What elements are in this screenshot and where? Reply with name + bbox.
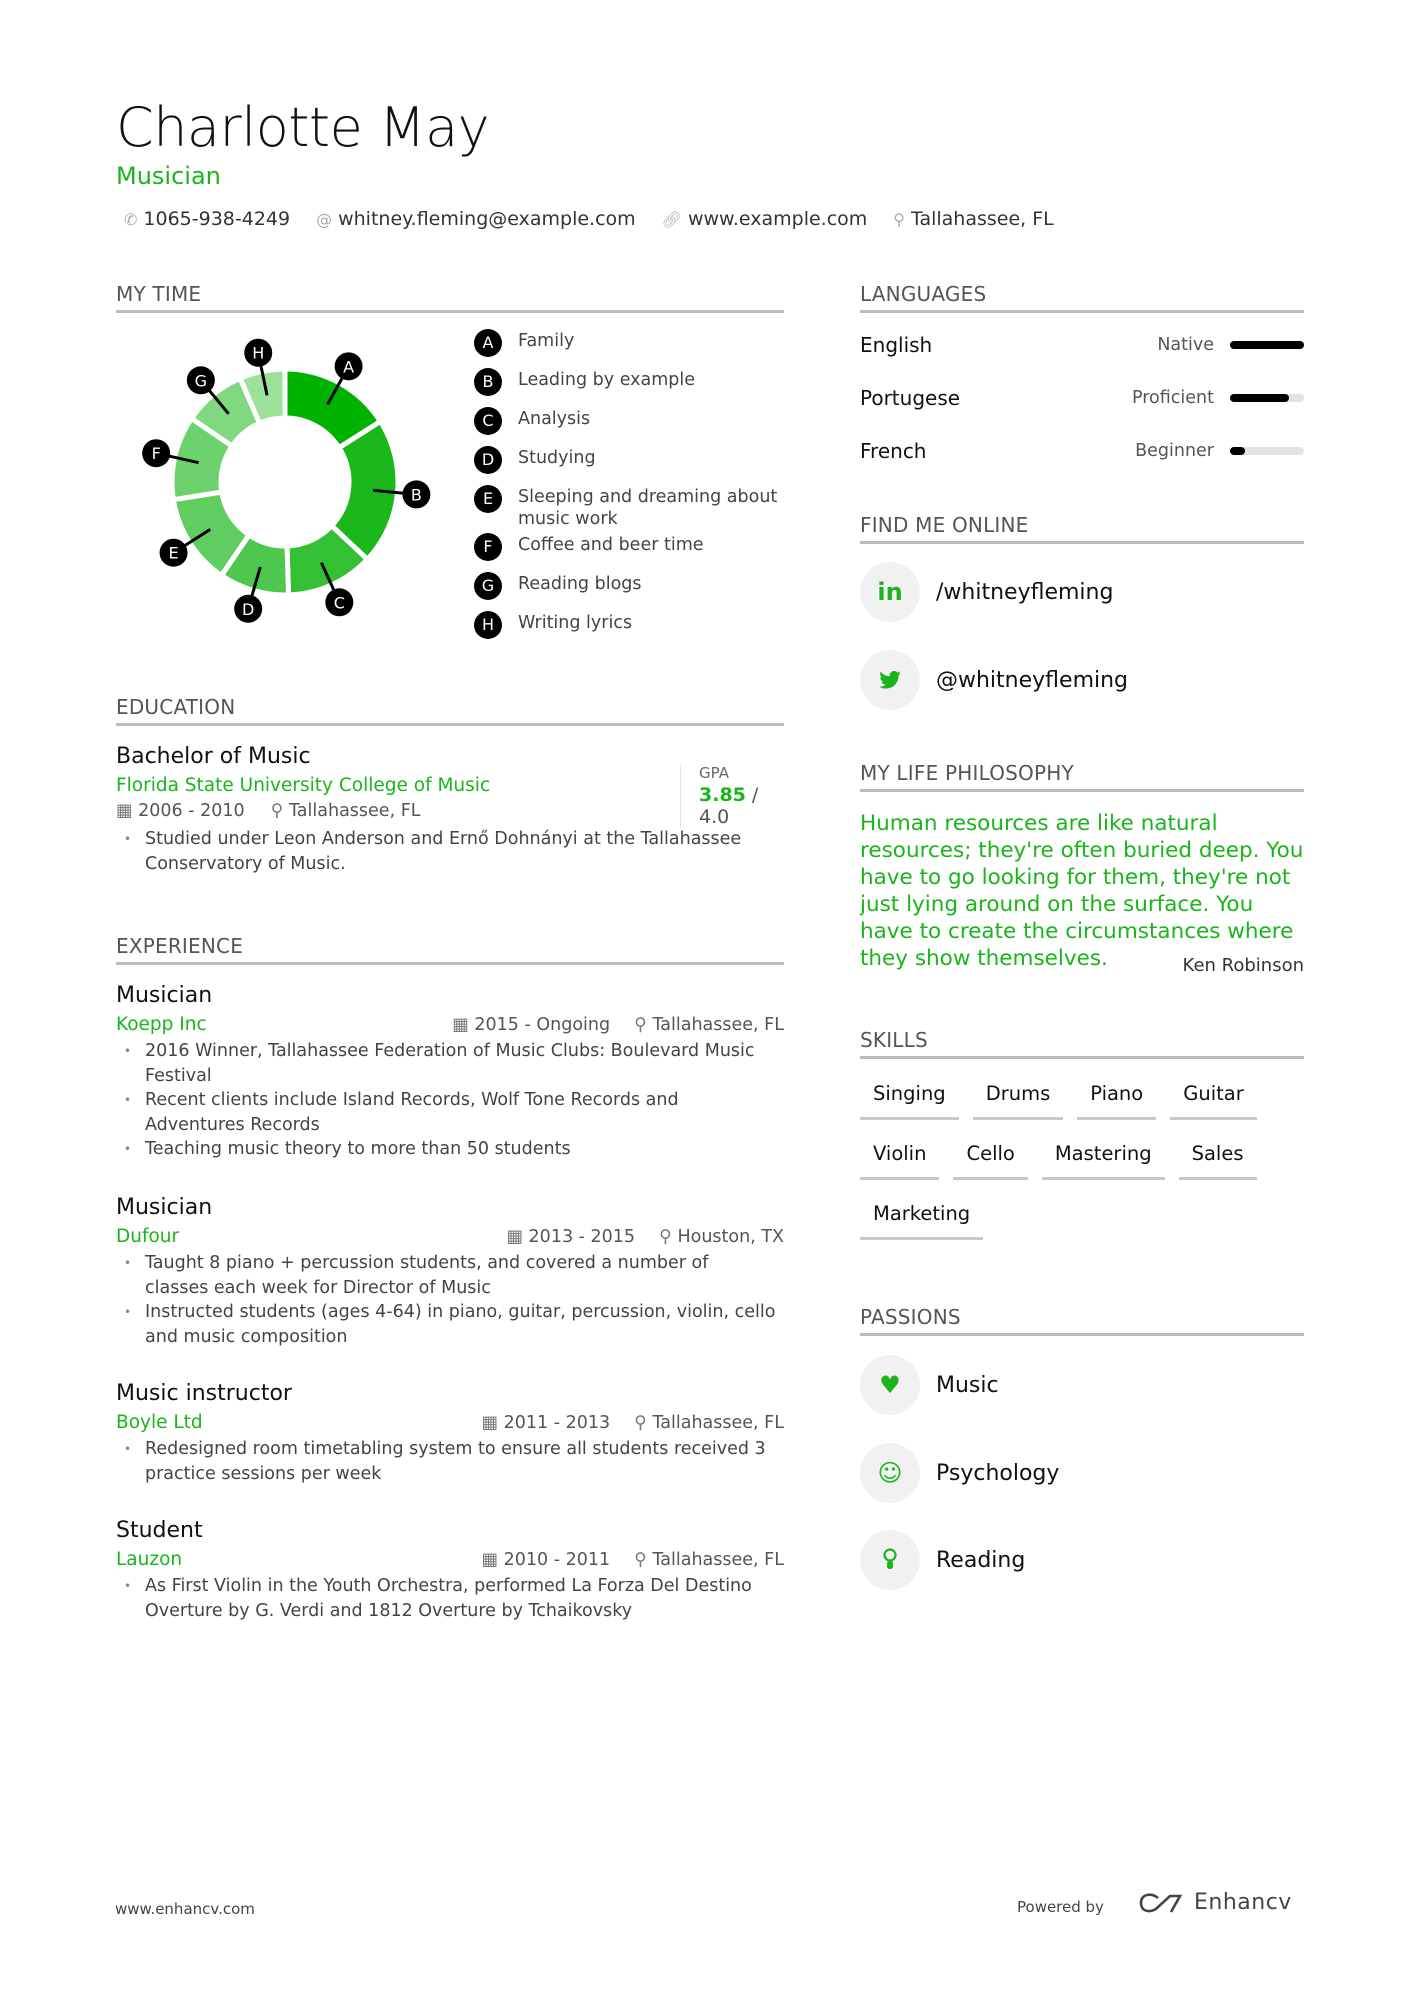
donut-label: B [410, 485, 422, 505]
job-bullet: • Instructed students (ages 4-64) in piano, guitar, percussion, violin, cello and music composition [116, 1300, 776, 1349]
skill-tag: Guitar [1170, 1082, 1257, 1120]
language-name: Portugese [860, 386, 961, 410]
job-dates: 2011 - 2013 [503, 1413, 611, 1433]
gpa-value: 3.85 [699, 784, 746, 806]
legend-marker: A [474, 329, 502, 357]
experience-entry [116, 1518, 784, 1623]
job-dates: 2015 - Ongoing [474, 1015, 611, 1035]
job-bullet: • Redesigned room timetabling system to ensure all students received 3 practice sessions per week [116, 1437, 776, 1486]
legend-label: Writing lyrics [518, 613, 633, 633]
skill-tag: Cello [953, 1142, 1027, 1180]
skill-tag: Marketing [860, 1202, 983, 1240]
experience-entry [116, 983, 784, 1162]
legend-label: Sleeping and dreaming about music work [518, 487, 778, 529]
language-level: Native [1157, 335, 1214, 355]
degree: Bachelor of Music [116, 744, 311, 769]
heart-icon: ♥ [860, 1355, 920, 1415]
edu-location: Tallahassee, FL [289, 801, 421, 821]
location-icon: ⚲ [893, 210, 905, 229]
section-header-find-me-online: FIND ME ONLINE [860, 513, 1304, 544]
lightbulb-icon [860, 1530, 920, 1590]
location-icon: ⚲ [634, 1550, 653, 1570]
location-icon: ⚲ [270, 801, 290, 821]
contact-website[interactable]: 🔗︎ www.example.com [661, 208, 868, 230]
passion-reading: Reading [860, 1530, 1304, 1590]
twitter-link[interactable]: @whitneyfleming [860, 650, 1304, 710]
location-icon: ⚲ [634, 1015, 653, 1035]
language-name: English [860, 333, 933, 357]
legend-item [474, 369, 794, 396]
languages-list [860, 330, 1304, 466]
legend-item [474, 486, 794, 530]
location-icon: ⚲ [634, 1413, 653, 1433]
legend-item [474, 330, 794, 357]
calendar-icon: ▦ [481, 1550, 504, 1570]
section-header-passions: PASSIONS [860, 1305, 1304, 1336]
donut-label: A [343, 357, 355, 377]
skills-list [860, 1082, 1304, 1262]
legend-marker: D [474, 446, 502, 474]
twitter-icon [860, 650, 920, 710]
school: Florida State University College of Music [116, 775, 491, 796]
calendar-icon: ▦ [116, 801, 139, 821]
language-item [860, 436, 1304, 466]
job-dates: 2010 - 2011 [503, 1550, 611, 1570]
linkedin-link[interactable]: in /whitneyfleming [860, 562, 1304, 622]
job-bullet: • Teaching music theory to more than 50 students [116, 1137, 776, 1162]
skill-tag: Drums [973, 1082, 1064, 1120]
section-header-education: EDUCATION [116, 695, 784, 726]
donut-label: F [151, 444, 161, 464]
location-icon: ⚲ [659, 1227, 678, 1247]
legend-marker: F [474, 533, 502, 561]
footer-site-link[interactable]: www.enhancv.com [115, 1900, 255, 1918]
edu-dates: 2006 - 2010 [138, 801, 245, 821]
legend-item [474, 534, 794, 561]
job-role: Music instructor [116, 1381, 292, 1406]
skill-tag: Violin [860, 1142, 939, 1180]
legend-item [474, 447, 794, 474]
section-header-experience: EXPERIENCE [116, 934, 784, 965]
company: Koepp Inc [116, 1014, 207, 1035]
section-header-my-time: MY TIME [116, 282, 784, 313]
edu-bullet: • Studied under Leon Anderson and Ernő Dohnányi at the Tallahassee Conservatory of Music. [116, 827, 756, 876]
language-level: Beginner [1135, 441, 1214, 461]
language-level-bar [1230, 341, 1304, 349]
powered-by: Powered by [1017, 1898, 1104, 1916]
candidate-name: Charlotte May [116, 96, 490, 159]
linkedin-icon: in [860, 562, 920, 622]
legend-item [474, 408, 794, 435]
language-level: Proficient [1132, 388, 1214, 408]
education-entry [116, 744, 784, 876]
contact-phone[interactable]: ✆ 1065-938-4249 [124, 208, 291, 230]
at-icon: @ [316, 210, 333, 229]
job-bullet: • Taught 8 piano + percussion students, and covered a number of classes each week for Director of Music [116, 1251, 776, 1300]
legend-marker: G [474, 572, 502, 600]
legend-label: Studying [518, 448, 596, 468]
legend-label: Reading blogs [518, 574, 642, 594]
company: Boyle Ltd [116, 1412, 203, 1433]
calendar-icon: ▦ [481, 1413, 504, 1433]
legend-label: Family [518, 331, 575, 351]
donut-label: G [194, 371, 208, 391]
contact-email[interactable]: @ whitney.fleming@example.com [316, 208, 636, 230]
legend-item [474, 612, 794, 639]
legend-marker: B [474, 368, 502, 396]
my-time-legend [474, 330, 794, 651]
phone-icon: ✆ [124, 210, 138, 229]
enhancv-logo[interactable]: Enhancv [1138, 1890, 1292, 1915]
skill-tag: Sales [1179, 1142, 1257, 1180]
legend-item [474, 573, 794, 600]
language-item [860, 383, 1304, 413]
legend-marker: E [474, 485, 502, 513]
language-name: French [860, 439, 927, 463]
language-item [860, 330, 1304, 360]
passion-music: ♥ Music [860, 1355, 1304, 1415]
donut-label: E [168, 543, 179, 563]
section-header-languages: LANGUAGES [860, 282, 1304, 313]
donut-label: D [242, 599, 255, 619]
smiley-icon: ☺ [860, 1443, 920, 1503]
gpa-max: / 4.0 [699, 784, 759, 828]
experience-entry [116, 1195, 784, 1349]
candidate-title: Musician [116, 162, 221, 190]
job-role: Student [116, 1518, 203, 1543]
job-bullet: • 2016 Winner, Tallahassee Federation of Music Clubs: Boulevard Music Festival [116, 1039, 776, 1088]
language-level-bar [1230, 394, 1304, 402]
quote-author: Ken Robinson [1182, 955, 1304, 976]
language-level-bar [1230, 447, 1304, 455]
gpa-label: GPA [699, 764, 729, 782]
skill-tag: Singing [860, 1082, 959, 1120]
contact-bar [124, 208, 1054, 230]
enhancv-logo-icon [1138, 1892, 1186, 1914]
legend-marker: C [474, 407, 502, 435]
job-role: Musician [116, 983, 213, 1008]
job-location: Tallahassee, FL [652, 1413, 784, 1433]
donut-label: H [252, 343, 265, 363]
job-role: Musician [116, 1195, 213, 1220]
job-location: Tallahassee, FL [652, 1015, 784, 1035]
job-location: Houston, TX [677, 1227, 784, 1247]
job-dates: 2013 - 2015 [528, 1227, 636, 1247]
donut-label: C [333, 593, 345, 613]
section-header-skills: SKILLS [860, 1028, 1304, 1059]
legend-label: Analysis [518, 409, 591, 429]
job-bullet: • Recent clients include Island Records, Wolf Tone Records and Adventures Records [116, 1088, 776, 1137]
experience-entry [116, 1381, 784, 1486]
company: Dufour [116, 1226, 180, 1247]
my-time-donut-chart [120, 320, 460, 640]
company: Lauzon [116, 1549, 183, 1570]
gpa-box [680, 764, 784, 828]
skill-tag: Piano [1077, 1082, 1156, 1120]
job-location: Tallahassee, FL [652, 1550, 784, 1570]
contact-location: ⚲ Tallahassee, FL [893, 208, 1054, 230]
job-bullet: • As First Violin in the Youth Orchestra, performed La Forza Del Destino Overture by G. Verdi and 1812 Overture by Tchaikovsky [116, 1574, 776, 1623]
legend-label: Coffee and beer time [518, 535, 704, 555]
legend-marker: H [474, 611, 502, 639]
philosophy-quote: Human resources are like natural resources; they're often buried deep. You have to go looking for them, they're not just lying around on the surface. You have to create the circumstances where they show themselves. [860, 811, 1304, 971]
skill-tag: Mastering [1042, 1142, 1165, 1180]
link-icon: 🔗︎ [661, 210, 682, 229]
calendar-icon: ▦ [506, 1227, 529, 1247]
calendar-icon: ▦ [452, 1015, 475, 1035]
passion-psychology: ☺ Psychology [860, 1443, 1304, 1503]
section-header-philosophy: MY LIFE PHILOSOPHY [860, 761, 1304, 792]
legend-label: Leading by example [518, 370, 696, 390]
